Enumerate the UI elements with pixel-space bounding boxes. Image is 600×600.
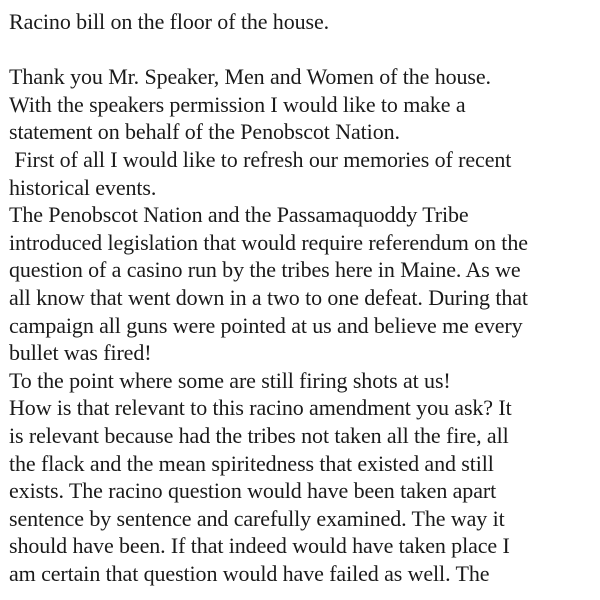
text-line: bullet was fired! <box>9 340 152 366</box>
text-line: am certain that question would have failed as well. The <box>9 560 490 586</box>
text-line: sentence by sentence and carefully examined. The way it <box>9 505 505 531</box>
text-line: To the point where some are still firing shots at us! <box>9 367 451 393</box>
text-line: exists. The racino question would have been taken apart <box>9 478 497 504</box>
document-body <box>9 8 599 587</box>
text-line: campaign all guns were pointed at us and believe me every <box>9 312 523 338</box>
document-heading: Racino bill on the floor of the house. <box>9 9 330 34</box>
text-line: With the speakers permission I would like to make a <box>9 91 466 117</box>
text-line: How is that relevant to this racino amendment you ask? It <box>9 395 512 421</box>
text-line: should have been. If that indeed would have taken place I <box>9 533 510 559</box>
text-line: all know that went down in a two to one defeat. During that <box>9 284 528 310</box>
text-line: the flack and the mean spiritedness that existed and still <box>9 450 494 476</box>
text-line: question of a casino run by the tribes here in Maine. As we <box>9 257 521 283</box>
text-line: introduced legislation that would require referendum on the <box>9 229 528 255</box>
text-line: statement on behalf of the Penobscot Nation. <box>9 119 400 145</box>
text-line: historical events. <box>9 174 157 200</box>
text-line: First of all I would like to refresh our memories of recent <box>9 146 512 172</box>
text-line: Thank you Mr. Speaker, Men and Women of the house. <box>9 64 491 90</box>
text-line: The Penobscot Nation and the Passamaquoddy Tribe <box>9 202 469 228</box>
blank-line <box>9 36 599 64</box>
text-line: is relevant because had the tribes not taken all the fire, all <box>9 422 509 448</box>
